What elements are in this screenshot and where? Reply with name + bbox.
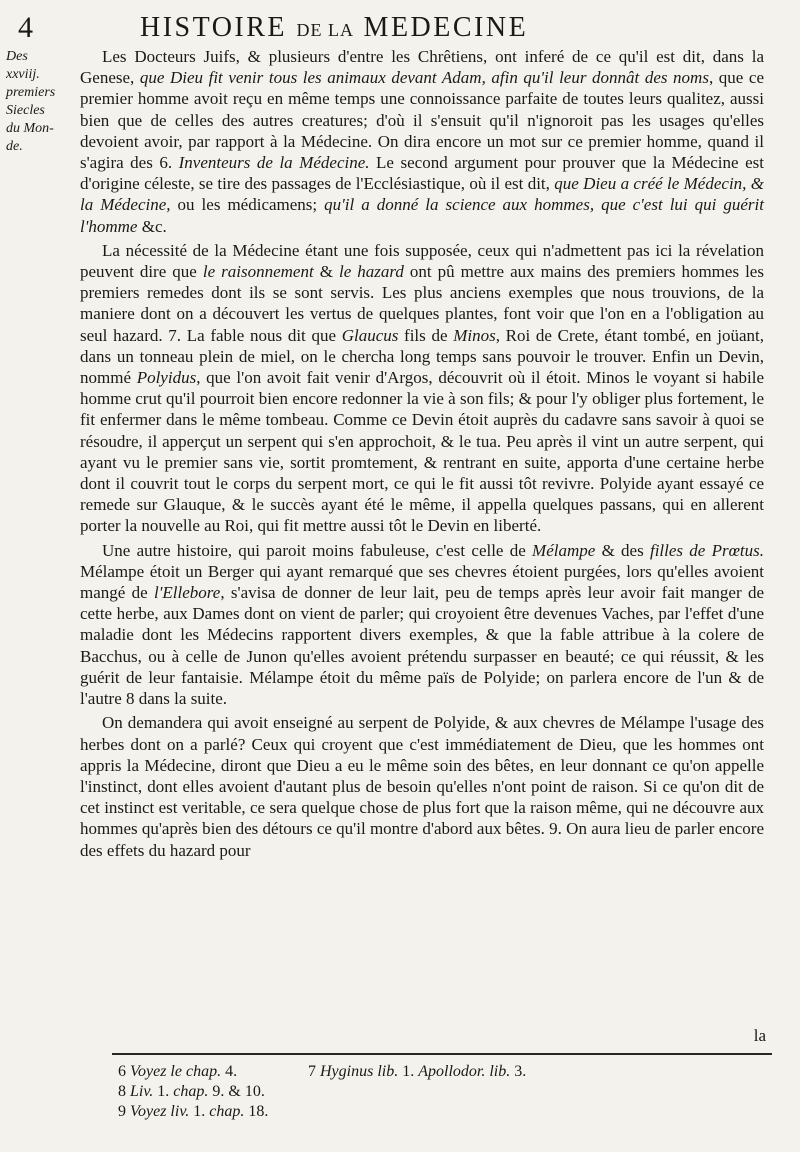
italic-text-run: Minos bbox=[453, 325, 496, 345]
text-run: & des bbox=[595, 540, 650, 560]
text-run: , Roi de Crete, étant tombé, en joüant, dans un tonneau plein de miel, on le chercha long temps sans pouvoir le trouver. Enfin un Devin, nommé bbox=[80, 325, 764, 388]
running-title-part1: HISTOIRE bbox=[140, 12, 288, 43]
italic-text-run: Mélampe bbox=[532, 540, 596, 560]
italic-text-run: chap. bbox=[173, 1083, 209, 1100]
italic-text-run: Voyez liv. bbox=[130, 1103, 190, 1120]
italic-text-run: que Dieu a créé le Médecin, & la Médecine, bbox=[80, 174, 764, 215]
italic-text-run: le raisonnement bbox=[202, 262, 314, 282]
italic-text-run: Liv. bbox=[130, 1083, 154, 1100]
italic-text-run: Glaucus bbox=[341, 325, 399, 345]
paragraph bbox=[80, 540, 764, 710]
margin-note-line: de. bbox=[6, 139, 23, 154]
text-run: & bbox=[313, 262, 339, 282]
text-run: 1. bbox=[398, 1063, 419, 1080]
margin-note-line: premiers bbox=[6, 85, 56, 100]
italic-text-run: chap. bbox=[209, 1103, 245, 1120]
text-run: On demandera qui avoit enseigné au serpent de Polyide, & aux chevres de Mélampe l'usage des herbes dont on a parlé? Ceux qui croyent que c'est immédiatement de Dieu, que les hommes ont appris la Médecine, diront que Dieu a eu le même soin des bêtes, en leur donnant ce qu'on appelle l'instinct, dont elles avoient d'autant plus de besoin qu'elles n'ont point de raison. Si ce qu'on dit de cet instinct est veritable, ce sera quelque chose de plus fort que la raison même, qui ne découvre aux hommes qu'après bien des détours ce qu'il montre d'abord aux bêtes. 9. On aura lieu de parler encore des effets du hazard pour bbox=[80, 713, 764, 860]
footnote-row bbox=[118, 1062, 768, 1082]
text-run: 1. bbox=[153, 1083, 174, 1100]
margin-note-line: Des bbox=[6, 49, 28, 64]
italic-text-run: Hyginus lib. bbox=[320, 1063, 399, 1080]
text-run: ont pû mettre aux mains des premiers hommes les premiers remedes dont ils se sont servis. Les plus anciens exemples que nous trouvions, de la maniere dont on a découvert les vertus de quelques plantes, font voir que l'on en a l'obligation au seul hazard. 7. La fable nous dit que bbox=[80, 262, 764, 345]
text-run: , que l'on avoit fait venir d'Argos, découvrit où il étoit. Minos le voyant si habile homme crut qu'il pourroit bien encore redonner la vie à son fils; & pour l'y obliger plus fortement, le fit enfermer dans le même tombeau. Comme ce Devin étoit auprès du cadavre sans savoir à quoi se résoudre, il apperçut un serpent qui s'en approchoit, & le tua. Peu après il vint un autre serpent, qui ayant vu le premier sans vie, sortit promtement, & rentrant en suite, apporta d'une certaine herbe dont il couvrit tout le corps du serpent mort, ce qui le fit aussi tôt revivre. Polyide ayant essayé ce remede sur Glauque, & le succès ayant été le même, il appella quelques passans, qui en allerent porter la nouvelle au Roi, qui fit mettre aussi tôt le Devin en liberté. bbox=[80, 368, 764, 536]
text-run: 6 bbox=[118, 1063, 130, 1080]
paragraph bbox=[80, 240, 764, 537]
italic-text-run: Voyez le chap. bbox=[130, 1063, 222, 1080]
running-title bbox=[140, 10, 700, 48]
text-run: 18. bbox=[244, 1103, 269, 1120]
text-run: La nécessité de la Médecine étant une fois supposée, ceux qui n'admettent pas ici la révelation peuvent dire que bbox=[80, 240, 764, 282]
text-run: , s'avisa de donner de leur lait, peu de temps après leur avoir fait manger de cette herbe, aux Dames dont on vient de parler; qui croyoient être devenues Vaches, par l'effet d'une maladie dont les Médecins rapportent divers exemples, & que la fable attribue à la colere de Bacchus, ou à celle de Junon qu'elles avoient prétendu surpasser en beauté; ce qui réussit, & les guérit de leur fantaisie. Mélampe étoit du même païs de Polyide; on parlera encore de l'un & de l'autre 8 dans la suite. bbox=[80, 583, 765, 709]
text-run: 7 bbox=[308, 1063, 320, 1080]
italic-text-run: le hazard bbox=[338, 262, 404, 282]
running-title-part2: DE LA bbox=[296, 20, 355, 40]
text-run: , que ce premier homme avoit reçu en même temps une connoissance parfaite de toutes leurs qualitez, aussi bien que de celles des autres creatures; d'où il s'ensuit qu'il n'ignoroit pas les usages qu'elles devoient avoir, par rapport à la Médecine. On dira encore un mot sur ce premier homme, quand il s'agira des 6. bbox=[80, 68, 765, 173]
margin-note-line: du Mon- bbox=[6, 121, 54, 136]
italic-text-run: qu'il a donné la science aux hommes, que c'est lui qui guérit l'homme bbox=[80, 195, 764, 236]
margin-note-line: xxviij. bbox=[6, 67, 40, 82]
page-header bbox=[18, 10, 778, 46]
italic-text-run: Apollodor. lib. bbox=[418, 1063, 511, 1080]
text-run: 1. bbox=[189, 1103, 210, 1120]
text-run: Les Docteurs Juifs, & plusieurs d'entre les Chrêtiens, ont inferé de ce qu'il est dit, dans la Genese, bbox=[80, 47, 764, 88]
text-run: Une autre histoire, qui paroit moins fabuleuse, c'est celle de bbox=[102, 540, 533, 560]
footnote bbox=[118, 1082, 308, 1102]
footnote-row bbox=[118, 1102, 768, 1122]
text-run: ou les médicamens; bbox=[170, 195, 325, 215]
text-run: &c. bbox=[137, 216, 167, 236]
italic-text-run: Polyidus bbox=[136, 368, 197, 388]
text-run: Le second argument pour prouver que la Médecine est d'origine céleste, se tire des passages de l'Ecclésiastique, où il est dit, bbox=[80, 153, 764, 194]
italic-text-run: filles de Prœtus. bbox=[649, 540, 765, 560]
italic-text-run: que Dieu fit venir tous les animaux devant Adam, afin qu'il leur donnât des noms bbox=[139, 68, 709, 88]
footnote bbox=[118, 1062, 308, 1082]
paragraph bbox=[80, 712, 764, 860]
paragraph bbox=[80, 46, 764, 237]
italic-text-run: l'Ellebore bbox=[154, 583, 221, 603]
italic-text-run: Inventeurs de la Médecine. bbox=[178, 153, 370, 173]
running-title-part3: MEDECINE bbox=[363, 12, 529, 43]
text-run: 4. bbox=[221, 1063, 238, 1080]
text-run: Mélampe étoit un Berger qui ayant remarqué que ses chevres étoient purgées, lors qu'elles avoient mangé de bbox=[80, 561, 764, 603]
text-run: 3. bbox=[510, 1063, 527, 1080]
footnote bbox=[308, 1062, 526, 1082]
body-text bbox=[80, 46, 764, 861]
footnote bbox=[118, 1102, 308, 1122]
footnote-rule bbox=[112, 1053, 772, 1055]
page-number: 4 bbox=[18, 11, 33, 44]
text-run: 8 bbox=[118, 1083, 130, 1100]
footnotes bbox=[118, 1062, 768, 1122]
footnote-row bbox=[118, 1082, 768, 1102]
text-run: fils de bbox=[398, 325, 454, 345]
margin-note-line: Siecles bbox=[6, 103, 45, 118]
text-run: 9. & 10. bbox=[208, 1083, 265, 1100]
text-run: 9 bbox=[118, 1103, 130, 1120]
catchword: la bbox=[753, 1026, 766, 1045]
margin-note bbox=[6, 48, 72, 156]
